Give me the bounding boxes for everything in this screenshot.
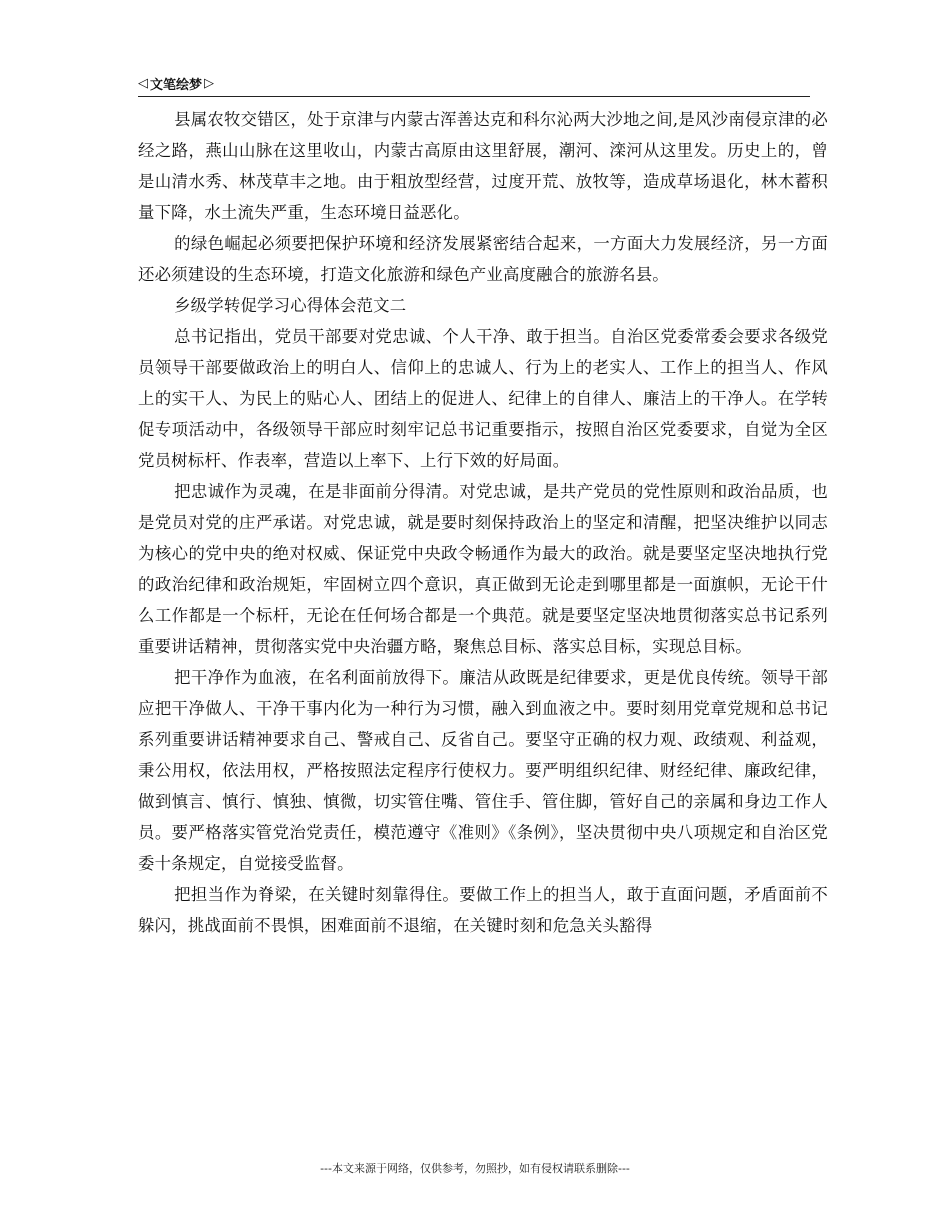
header-title-group (138, 74, 214, 93)
left-triangle-icon: ◁ (138, 76, 148, 91)
paragraph: 总书记指出，党员干部要对党忠诚、个人干净、敢于担当。自治区党委常委会要求各级党员领导干部要做政治上的明白人、信仰上的忠诚人、行为上的老实人、工作上的担当人、作风上的实干人、为民上的贴心人、团结上的促进人、纪律上的自律人、廉洁上的干净人。在学转促专项活动中，各级领导干部应时刻牢记总书记重要指示，按照自治区党委要求，自觉为全区党员树标杆、作表率，营造以上率下、上行下效的好局面。 (138, 327, 828, 470)
page-footer: ---本文来源于网络，仅供参考，勿照抄，如有侵权请联系删除--- (320, 1162, 630, 1175)
paragraph: 把忠诚作为灵魂，在是非面前分得清。对党忠诚，是共产党员的党性原则和政治品质，也是党员对党的庄严承诺。对党忠诚，就是要时刻保持政治上的坚定和清醒，把坚决维护以同志为核心的党中央的绝对权威、保证党中央政令畅通作为最大的政治。就是要坚定坚决地执行党的政治纪律和政治规矩，牢固树立四个意识，真正做到无论走到哪里都是一面旗帜，无论干什么工作都是一个标杆，无论在任何场合都是一个典范。就是要坚定坚决地贯彻落实总书记系列重要讲话精神，贯彻落实党中央治疆方略，聚焦总目标、落实总目标，实现总目标。 (138, 482, 828, 656)
page-header (138, 72, 810, 97)
paragraph: 的绿色崛起必须要把保护环境和经济发展紧密结合起来，一方面大力发展经济，另一方面还必须建设的生态环境，打造文化旅游和绿色产业高度融合的旅游名县。 (138, 234, 828, 284)
right-triangle-icon: ▷ (204, 76, 215, 91)
paragraph: 把干净作为血液，在名利面前放得下。廉洁从政既是纪律要求，更是优良传统。领导干部应把干净做人、干净干事内化为一种行为习惯，融入到血液之中。要时刻用党章党规和总书记系列重要讲话精神要求自己、警戒自己、反省自己。要坚守正确的权力观、政绩观、利益观，秉公用权，依法用权，严格按照法定程序行使权力。要严明组织纪律、财经纪律、廉政纪律，做到慎言、慎行、慎独、慎微，切实管住嘴、管住手、管住脚，管好自己的亲属和身边工作人员。要严格落实管党治党责任，模范遵守《准则》《条例》，坚决贯彻中央八项规定和自治区党委十条规定，自觉接受监督。 (138, 668, 828, 873)
paragraph: 把担当作为脊梁，在关键时刻靠得住。要做工作上的担当人，敢于直面问题，矛盾面前不躲闪，挑战面前不畏惧，困难面前不退缩，在关键时刻和危急关头豁得 (138, 885, 828, 935)
paragraph: 县属农牧交错区，处于京津与内蒙古浑善达克和科尔沁两大沙地之间,是风沙南侵京津的必经之路，燕山山脉在这里收山，内蒙古高原由这里舒展，潮河、滦河从这里发。历史上的，曾是山清水秀、林茂草丰之地。由于粗放型经营，过度开荒、放牧等，造成草场退化，林木蓄积量下降，水土流失严重，生态环境日益恶化。 (138, 110, 828, 222)
document-body (138, 104, 828, 941)
section-heading: 乡级学转促学习心得体会范文二 (174, 296, 407, 315)
header-title: 文笔绘梦 (150, 78, 203, 93)
